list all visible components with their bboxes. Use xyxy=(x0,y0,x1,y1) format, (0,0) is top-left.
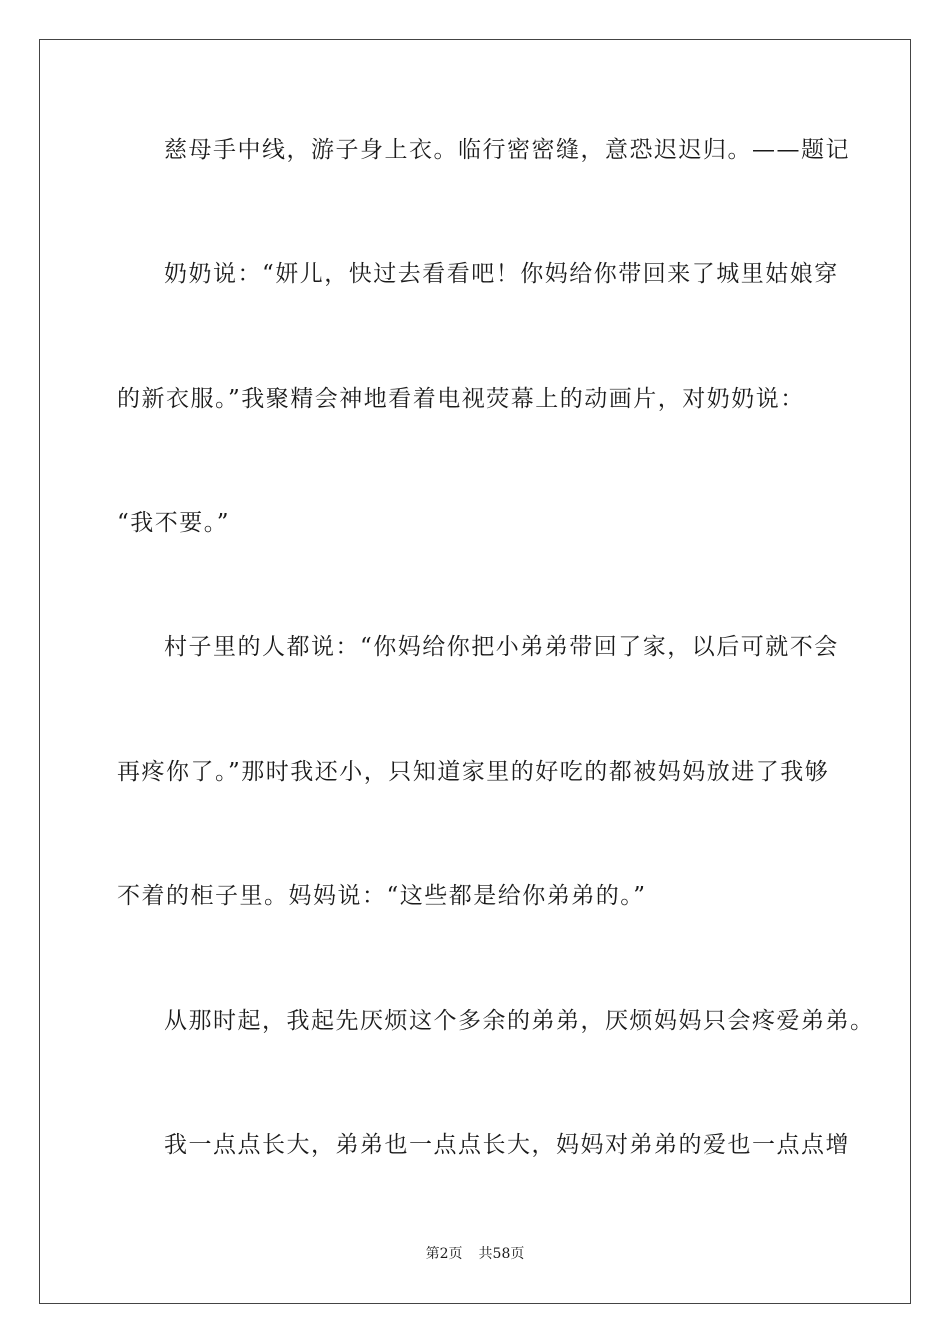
page-number: 第2页 xyxy=(425,1246,463,1262)
text-line: 的新衣服。”我聚精会神地看着电视荧幕上的动画片，对奶奶说： xyxy=(117,386,805,412)
text-line: 从那时起，我起先厌烦这个多余的弟弟，厌烦妈妈只会疼爱弟弟。 xyxy=(164,1008,875,1034)
page-border xyxy=(39,39,911,1304)
total-pages: 共58页 xyxy=(478,1246,525,1262)
text-line: 再疼你了。”那时我还小，只知道家里的好吃的都被妈妈放进了我够 xyxy=(117,759,830,785)
text-line-epigraph: 慈母手中线，游子身上衣。临行密密缝，意恐迟迟归。——题记 xyxy=(164,137,850,163)
text-line: 奶奶说：“妍儿，快过去看看吧！你妈给你带回来了城里姑娘穿 xyxy=(164,261,839,287)
page-footer xyxy=(0,1244,950,1264)
text-line: 我一点点长大，弟弟也一点点长大，妈妈对弟弟的爱也一点点增 xyxy=(164,1132,850,1158)
text-line: 不着的柜子里。妈妈说：“这些都是给你弟弟的。” xyxy=(117,883,647,909)
text-line: 村子里的人都说：“你妈给你把小弟弟带回了家，以后可就不会 xyxy=(164,634,839,660)
text-line: “我不要。” xyxy=(117,510,231,536)
